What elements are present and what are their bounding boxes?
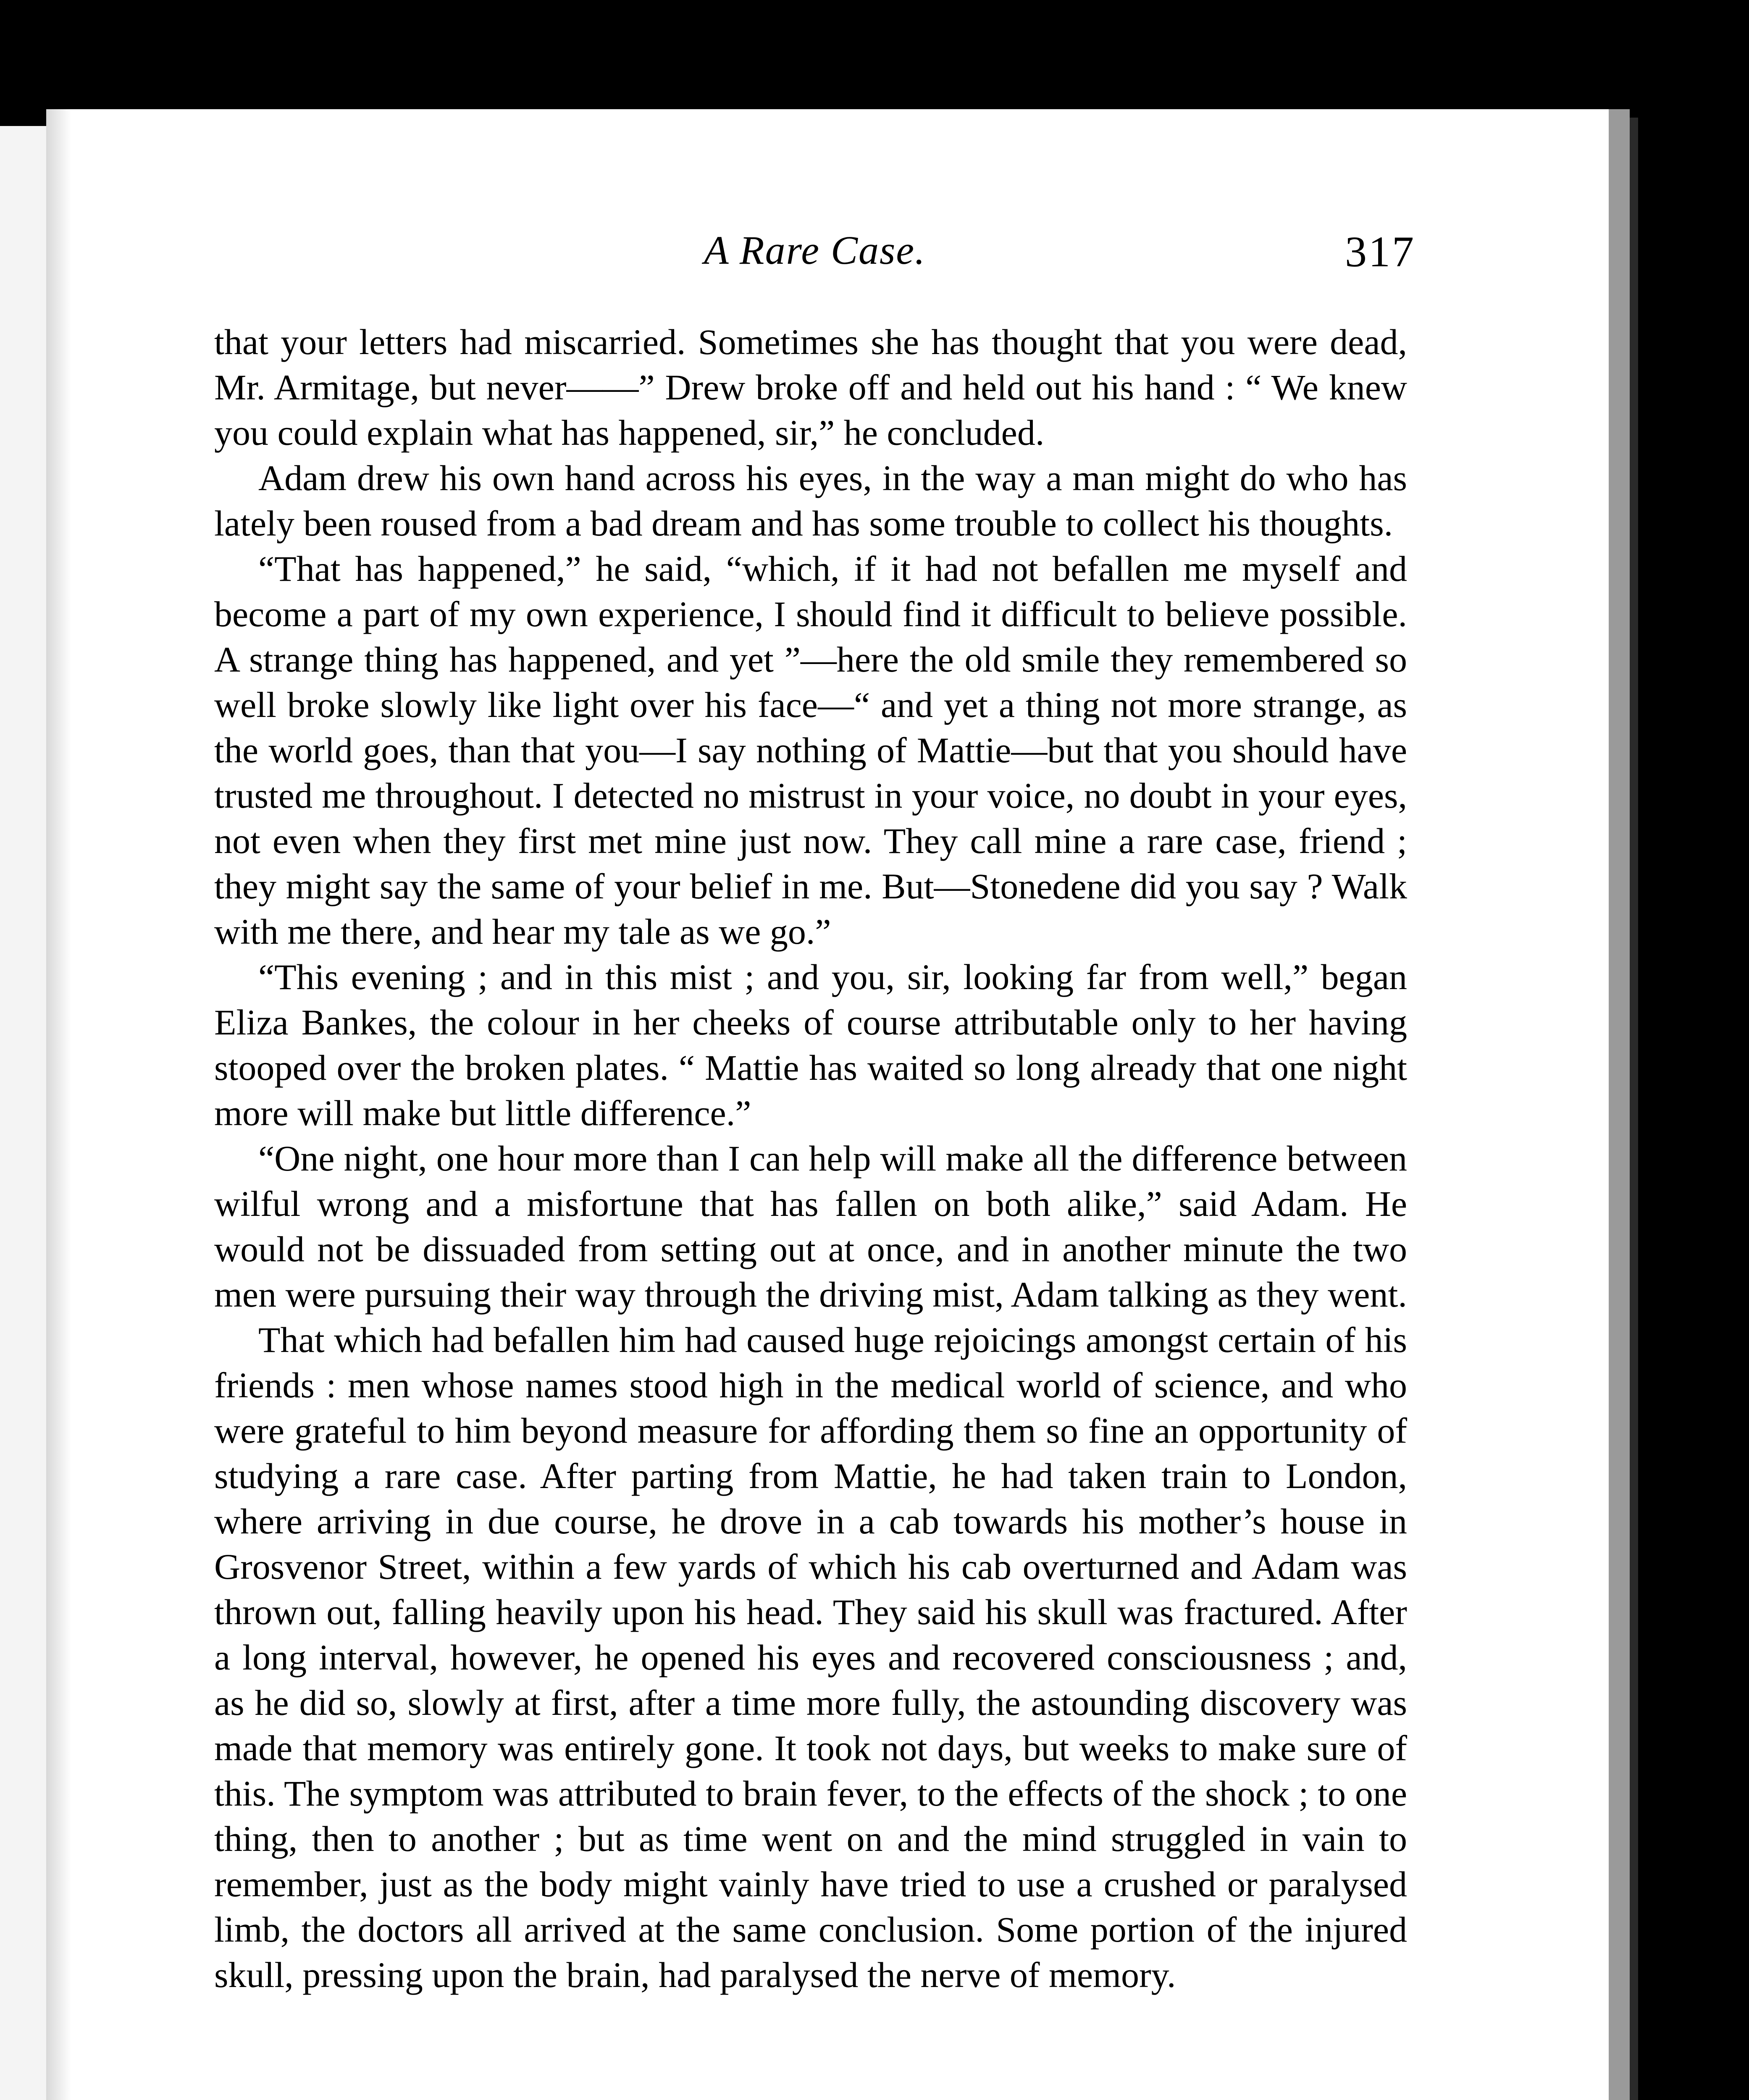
body-text [214, 319, 1407, 1998]
page-header [218, 227, 1415, 286]
paragraph-3: “That has happened,” he said, “which, if it had not befallen me myself and become a part of my own experience, I should find it difficult to believe possible. A strange thing has happened, and yet ”—here the old smile they remembered so well broke slowly like light over his face—“ and yet a thing not more strange, as the world goes, than that you—I say nothing of Mattie—but that you should have trusted me throughout. I detected no mistrust in your voice, no doubt in your eyes, not even when they first met mine just now. They call mine a rare case, friend ; they might say the same of your belief in me. But—Stonedene did you say ? Walk with me there, and hear my tale as we go.” [214, 549, 1407, 952]
paragraph-5: “One night, one hour more than I can help will make all the difference between wilful wrong and a misfortune that has fallen on both alike,” said Adam. He would not be dissuaded from setting out at once, and in another minute the two men were pursuing their way through the driving mist, Adam talking as they went. [214, 1138, 1407, 1315]
running-title: A Rare Case. [704, 228, 926, 273]
paragraph-1: that your letters had miscarried. Sometimes she has thought that you were dead, Mr. Armitage, but never——” Drew broke off and held out his hand : “ We knew you could explain what has happened, sir,” he concluded. [214, 322, 1407, 453]
paragraph-4: “This evening ; and in this mist ; and you, sir, looking far from well,” began Eliza Bankes, the colour in her cheeks of course attributable only to her having stooped over the broken plates. “ Mattie has waited so long already that one night more will make but little difference.” [214, 957, 1407, 1133]
paragraph-6: That which had befallen him had caused huge rejoicings amongst certain of his friends : men whose names stood high in the medical world of science, and who were grateful to him beyond measure for affording them so fine an opportunity of studying a rare case. After parting from Mattie, he had taken train to London, where arriving in due course, he drove in a cab towards his mother’s house in Grosvenor Street, within a few yards of which his cab overturned and Adam was thrown out, falling heavily upon his head. They said his skull was fractured. After a long interval, however, he opened his eyes and recovered consciousness ; and, as he did so, slowly at first, after a time more fully, the astounding discovery was made that memory was entirely gone. It took not days, but weeks to make sure of this. The symptom was attributed to brain fever, to the effects of the shock ; to one thing, then to another ; but as time went on and the mind struggled in vain to remember, just as the body might vainly have tried to use a crushed or paralysed limb, the doctors all arrived at the same conclusion. Some portion of the injured skull, pressing upon the brain, had paralysed the nerve of memory. [214, 1320, 1407, 1995]
previous-page-edge [0, 126, 52, 2100]
page-stack-edge [1609, 109, 1630, 2100]
paragraph-2: Adam drew his own hand across his eyes, in the way a man might do who has lately been roused from a bad dream and has some trouble to collect his thoughts. [214, 458, 1407, 543]
page-stack-shadow [1630, 118, 1638, 2100]
page-number: 317 [1345, 228, 1415, 276]
